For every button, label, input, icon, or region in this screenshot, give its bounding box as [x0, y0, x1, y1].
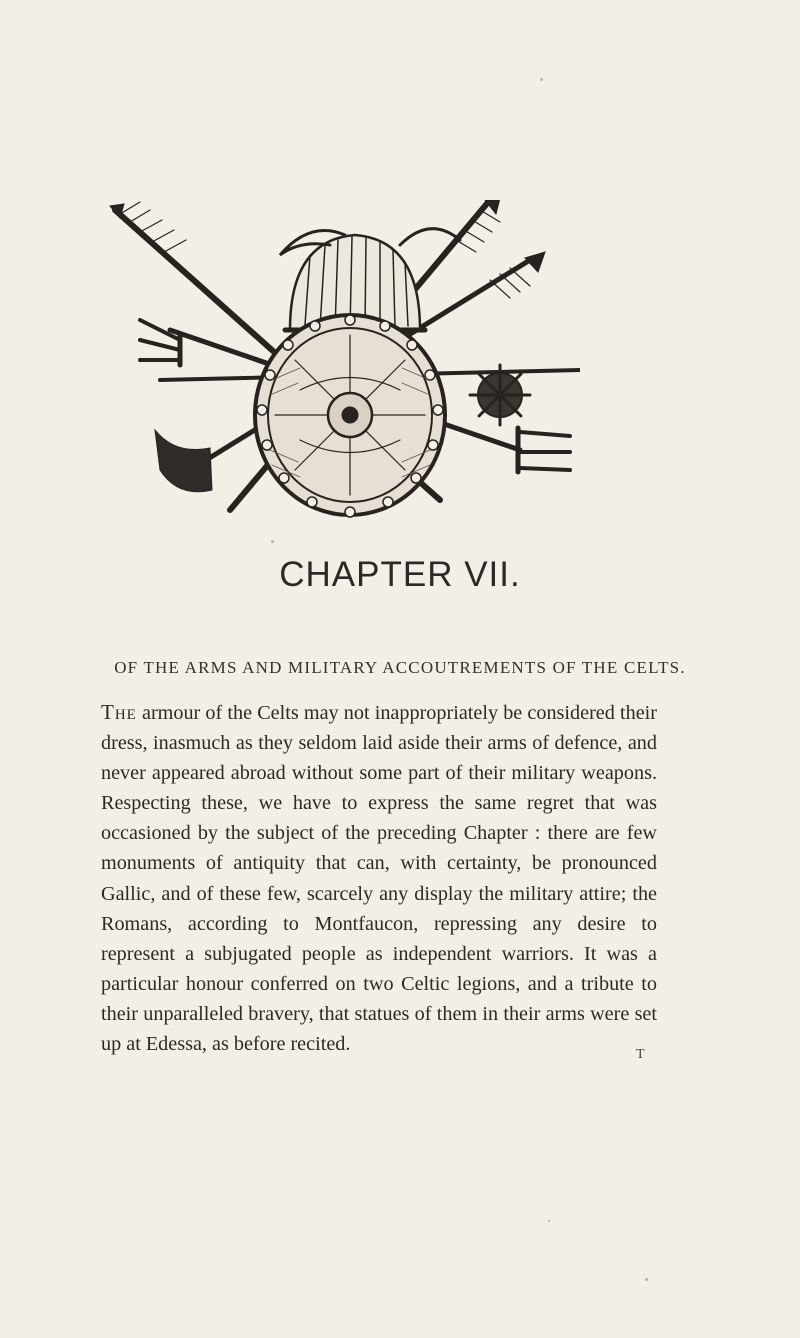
chapter-subtitle: OF THE ARMS AND MILITARY ACCOUTREMENTS OF THE CELTS. — [114, 658, 686, 677]
chapter-title: CHAPTER VII. — [279, 555, 521, 594]
lead-word: The — [101, 700, 137, 724]
body-paragraph — [101, 697, 657, 1059]
signature-mark: T — [636, 1047, 645, 1062]
paper-speck — [540, 78, 543, 81]
paper-speck — [548, 1220, 550, 1222]
paper-speck — [271, 540, 274, 543]
paper-speck — [645, 1278, 648, 1281]
paragraph-text: armour of the Celts may not inappropriately be considered their dress, inasmuch as they seldom laid aside their arms of defence, and never appeared abroad without some part of their military weapons. Respecting these, we have to express the same regret that was occasioned by the subject of the preceding Chapter : there are few monuments of antiquity that can, with certainty, be pronounced Gallic, and of these few, scarcely any display the military attire; the Romans, according to Montfaucon, repressing any desire to represent a subjugated people as independent warriors. It was a particular honour conferred on two Celtic legions, and a tribute to their unparalleled bravery, that statues of them in their arms were set up at Edessa, as before recited. — [101, 702, 657, 1056]
celtic-arms-trophy-icon — [100, 200, 580, 540]
